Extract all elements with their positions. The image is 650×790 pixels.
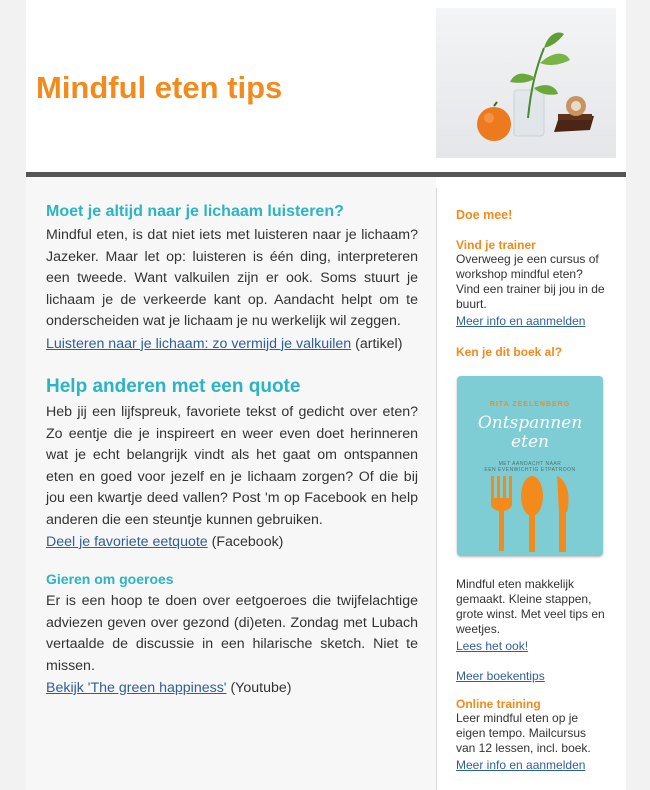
- article-link[interactable]: Luisteren naar je lichaam: zo vermijd je valkuilen: [46, 335, 352, 352]
- read-book-link[interactable]: Lees het ook!: [456, 639, 529, 653]
- book-author: RITA ZEELENBERG: [489, 401, 571, 408]
- column-divider: [436, 188, 437, 790]
- book-promo-block: [456, 577, 606, 655]
- section-heading: Help anderen met een quote: [46, 376, 301, 397]
- section-body: Heb jij een lijfspreuk, favoriete tekst of gedicht over eten? Zo eentje die je inspireert en weer even doet herinneren wat je echt belangrijk vindt als het gaat om ontspannen eten en goed voor jezelf en je lichaam zorgen? Of die bij jou een kwartje deed vallen? Post 'm op Facebook en help anderen die een steuntje kunnen gebruiken.: [46, 404, 418, 528]
- link-source: (artikel): [351, 335, 403, 352]
- page-title: Mindful eten tips: [36, 70, 283, 105]
- cutlery-icon: [457, 376, 603, 556]
- section-link-line: [46, 333, 418, 355]
- section-body: Mindful eten, is dat niet iets met luisteren naar je lichaam? Jazeker. Maar let op: luisteren is één ding, interpreteren een tweede. Want valkuilen zijn er ook. Soms stuurt je lichaam je de verkeerde kant op. Aandacht helpt om te onderscheiden wat je lichaam je nu werkelijk wil zeggen.: [46, 227, 418, 329]
- book-heading: Ken je dit boek al?: [456, 345, 563, 359]
- article-section-1: [46, 203, 418, 355]
- article-section-2: [46, 376, 418, 553]
- online-training-link[interactable]: Meer info en aanmelden: [456, 758, 586, 772]
- section-heading: Gieren om goeroes: [46, 571, 174, 587]
- section-link-line: [46, 531, 418, 553]
- article-section-3: [46, 571, 418, 699]
- book-subtitle-line-1: MET AANDACHT NAAR: [498, 461, 562, 467]
- trainer-block: [456, 238, 606, 330]
- food-photo-illustration: [436, 8, 616, 158]
- youtube-link[interactable]: Bekijk 'The green happiness': [46, 680, 227, 696]
- trainer-link[interactable]: Meer info en aanmelden: [456, 314, 586, 328]
- header-photo: [436, 8, 616, 158]
- link-source: (Facebook): [207, 534, 284, 550]
- more-books-link[interactable]: Meer boekentips: [456, 669, 545, 683]
- newsletter: [26, 0, 626, 790]
- section-link-line: [46, 677, 418, 699]
- online-training-title: Online training: [456, 697, 541, 711]
- section-heading: Moet je altijd naar je lichaam luisteren?: [46, 203, 344, 220]
- section-body: Er is een hoop te doen over eetgoeroes die twijfelachtige adviezen geven over gezond (di)eten. Zondag met Lubach vertaalde de discussie in een hilarische sketch. Niet te missen.: [46, 593, 418, 674]
- sidebar-heading-block: [456, 208, 606, 222]
- book-title-line-1: Ontspannen: [477, 413, 583, 433]
- header: [26, 0, 626, 172]
- book-cover[interactable]: [457, 376, 603, 556]
- book-heading-block: [456, 345, 606, 359]
- link-source: (Youtube): [226, 680, 292, 696]
- book-description: Mindful eten makkelijk gemaakt. Kleine stappen, grote winst. Met veel tips en weetjes.: [456, 577, 605, 636]
- more-books-block: [456, 667, 606, 685]
- online-training-text: Leer mindful eten op je eigen tempo. Mailcursus van 12 lessen, incl. boek.: [456, 711, 591, 755]
- book-subtitle-line-2: EEN EVENWICHTIG ETPATROON: [484, 467, 576, 473]
- online-training-block: [456, 697, 606, 774]
- facebook-link[interactable]: Deel je favoriete eetquote: [46, 534, 208, 550]
- trainer-title: Vind je trainer: [456, 238, 536, 252]
- book-title-line-2: eten: [511, 432, 549, 452]
- sidebar-heading: Doe mee!: [456, 208, 513, 222]
- trainer-text: Overweeg je een cursus of workshop mindful eten? Vind een trainer bij jou in de buurt.: [456, 252, 605, 311]
